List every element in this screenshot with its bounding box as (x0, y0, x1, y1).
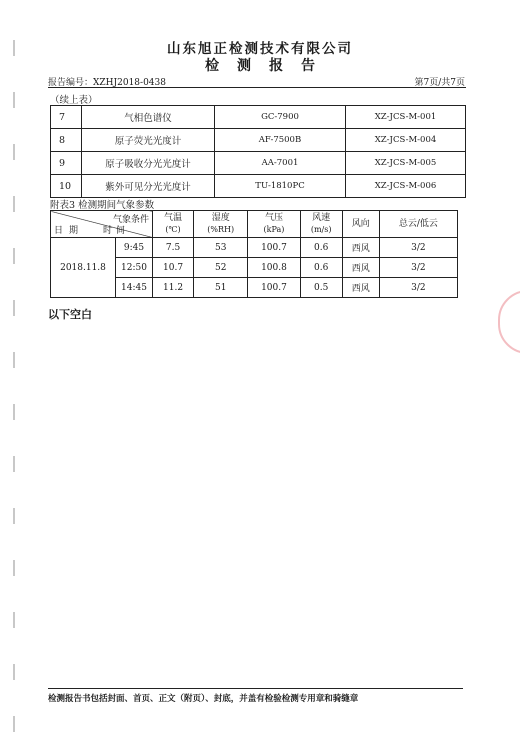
temperature-cell: 11.2 (153, 278, 194, 298)
instrument-name: 原子吸收分光光度计 (82, 152, 215, 175)
instrument-name: 紫外可见分光光度计 (82, 175, 215, 198)
date-cell: 2018.11.8 (51, 238, 116, 298)
report-number: 报告编号：XZHJ2018-0438 (48, 78, 166, 88)
instrument-model: AF-7500B (215, 129, 346, 152)
weather-table-caption: 附表3 检测期间气象参数 (50, 200, 155, 211)
table-row (51, 106, 466, 129)
row-number: 10 (51, 175, 82, 198)
binding-mark (13, 352, 15, 368)
temperature-cell: 7.5 (153, 238, 194, 258)
blank-below-note: 以下空白 (48, 308, 92, 321)
cloud-cell: 3/2 (379, 238, 457, 258)
pressure-cell: 100.7 (248, 238, 300, 258)
humidity-cell: 52 (194, 258, 248, 278)
instrument-model: AA-7001 (215, 152, 346, 175)
table-row (51, 175, 466, 198)
corner-header-date: 日期 (54, 226, 85, 236)
humidity-cell: 51 (194, 278, 248, 298)
document-title: 检测报告 (205, 58, 333, 74)
pressure-cell: 100.8 (248, 258, 300, 278)
wind-direction-cell: 西风 (342, 238, 379, 258)
column-header-temperature: 气温 (℃) (153, 211, 194, 238)
instrument-model: GC-7900 (215, 106, 346, 129)
company-name: 山东旭正检测技术有限公司 (167, 41, 353, 57)
column-header-pressure: 气压 (kPa) (248, 211, 300, 238)
column-header-wind-direction: 风向 (342, 211, 379, 238)
binding-mark (13, 248, 15, 264)
row-number: 7 (51, 106, 82, 129)
header-divider (48, 87, 466, 88)
equipment-table (50, 105, 466, 198)
weather-table (50, 210, 458, 298)
row-number: 8 (51, 129, 82, 152)
instrument-code: XZ-JCS-M-005 (346, 152, 466, 175)
binding-mark (13, 196, 15, 212)
wind-speed-cell: 0.5 (300, 278, 342, 298)
instrument-name: 气相色谱仪 (82, 106, 215, 129)
binding-mark (13, 456, 15, 472)
time-cell: 9:45 (116, 238, 153, 258)
instrument-model: TU-1810PC (215, 175, 346, 198)
time-cell: 14:45 (116, 278, 153, 298)
column-header-humidity: 湿度 (%RH) (194, 211, 248, 238)
table-row (51, 129, 466, 152)
corner-header-conditions: 气象条件 (112, 215, 149, 225)
continued-label: （续上表） (50, 95, 98, 106)
binding-mark (13, 144, 15, 160)
footer-divider (48, 688, 463, 689)
weather-header-row (51, 211, 458, 238)
instrument-code: XZ-JCS-M-004 (346, 129, 466, 152)
column-header-wind-speed: 风速 (m/s) (300, 211, 342, 238)
binding-margin (13, 0, 23, 735)
row-number: 9 (51, 152, 82, 175)
page-indicator: 第7页/共7页 (414, 78, 465, 88)
instrument-code: XZ-JCS-M-001 (346, 106, 466, 129)
corner-header-time: 时间 (103, 226, 130, 236)
instrument-code: XZ-JCS-M-006 (346, 175, 466, 198)
cloud-cell: 3/2 (379, 258, 457, 278)
wind-direction-cell: 西风 (342, 258, 379, 278)
table-row (51, 238, 458, 258)
footer-note: 检测报告书包括封面、首页、正文（附页）、封底，并盖有检验检测专用章和骑缝章 (48, 694, 359, 704)
column-header-cloud: 总云/低云 (379, 211, 457, 238)
pressure-cell: 100.7 (248, 278, 300, 298)
instrument-name: 原子荧光光度计 (82, 129, 215, 152)
time-cell: 12:50 (116, 258, 153, 278)
binding-mark (13, 300, 15, 316)
binding-mark (13, 664, 15, 680)
binding-mark (13, 92, 15, 108)
temperature-cell: 10.7 (153, 258, 194, 278)
binding-mark (13, 404, 15, 420)
cloud-cell: 3/2 (379, 278, 457, 298)
wind-speed-cell: 0.6 (300, 238, 342, 258)
seal-stamp-edge (498, 290, 520, 354)
binding-mark (13, 508, 15, 524)
table-row (51, 152, 466, 175)
binding-mark (13, 560, 15, 576)
binding-mark (13, 716, 15, 732)
corner-header-cell (51, 211, 153, 238)
wind-direction-cell: 西风 (342, 278, 379, 298)
humidity-cell: 53 (194, 238, 248, 258)
wind-speed-cell: 0.6 (300, 258, 342, 278)
binding-mark (13, 612, 15, 628)
